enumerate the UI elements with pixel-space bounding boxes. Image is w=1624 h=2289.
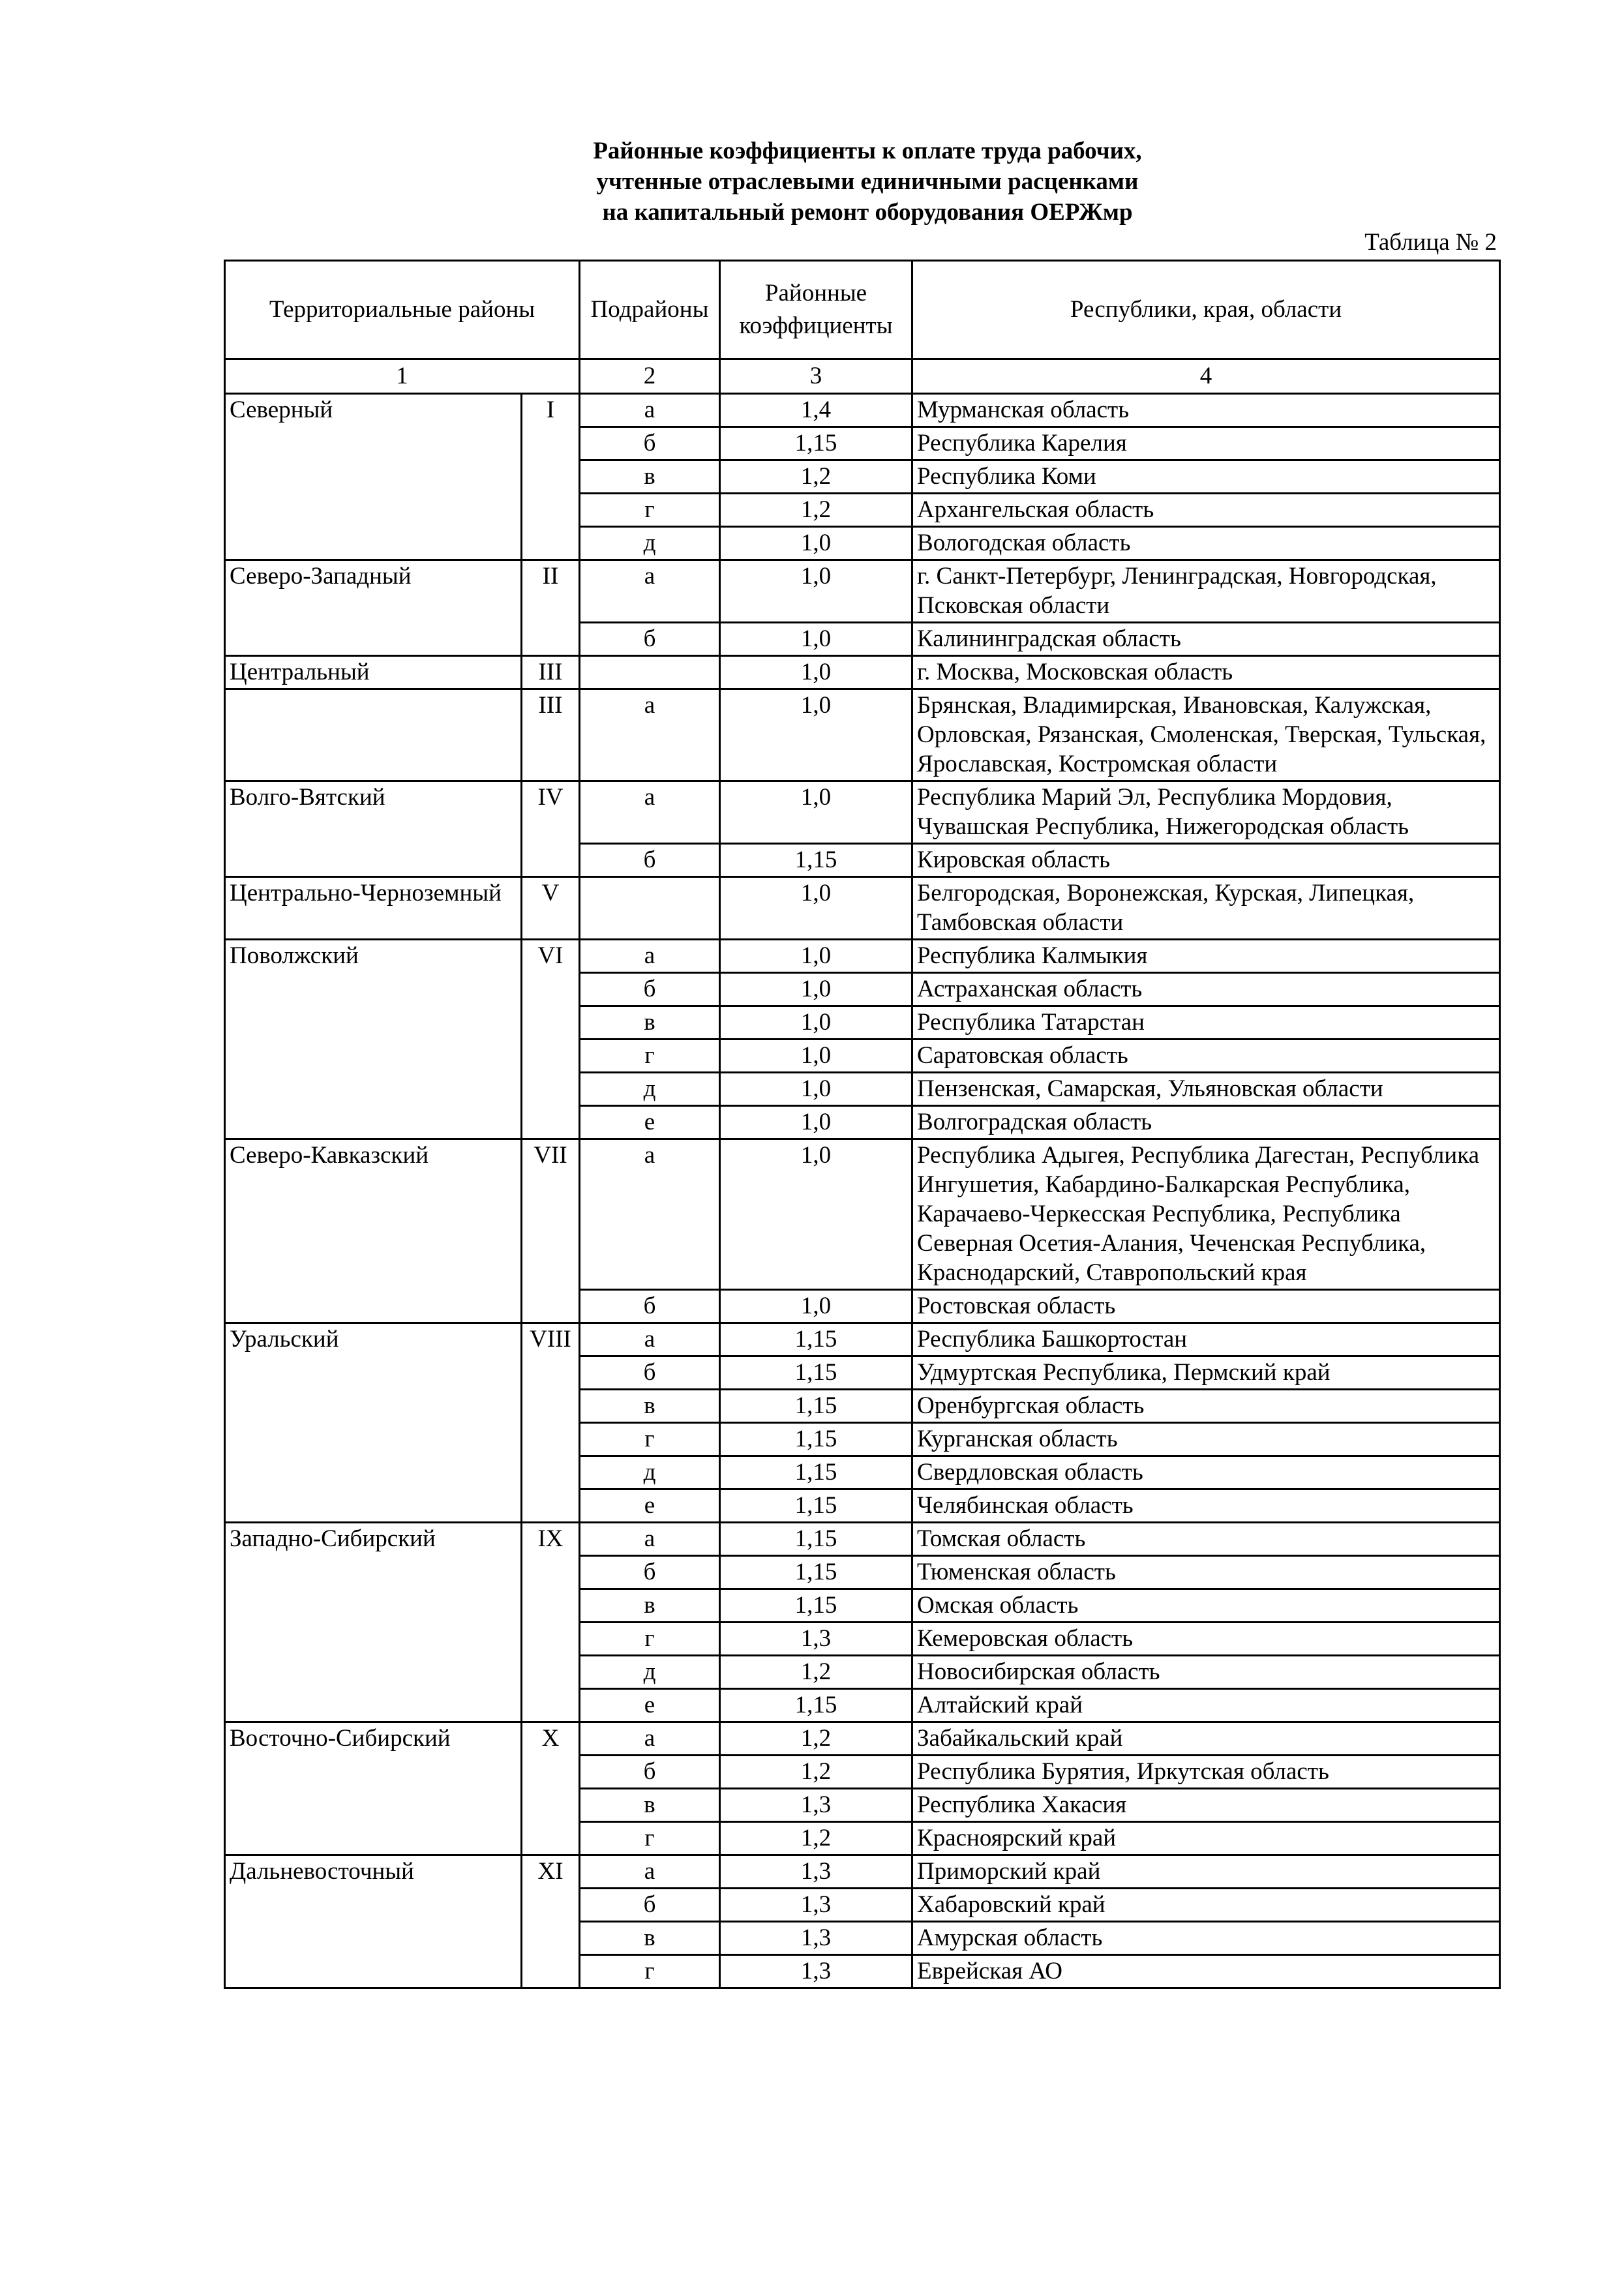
subdistrict-cell xyxy=(580,877,720,940)
subdistrict-cell: е xyxy=(580,1489,720,1523)
subdistrict-cell: г xyxy=(580,1623,720,1656)
table-row xyxy=(225,1722,1500,1756)
subdistrict-cell: а xyxy=(580,1323,720,1356)
table-row xyxy=(225,781,1500,844)
district-cell: Волго-Вятский xyxy=(225,781,522,877)
header-subdistricts: Подрайоны xyxy=(580,261,720,359)
subdistrict-cell: д xyxy=(580,1456,720,1489)
coefficient-cell: 1,0 xyxy=(720,689,912,781)
region-cell: Удмуртская Республика, Пермский край xyxy=(912,1356,1500,1390)
column-number: 4 xyxy=(912,359,1500,394)
district-cell: Северо-Кавказский xyxy=(225,1139,522,1323)
coefficient-cell: 1,0 xyxy=(720,527,912,560)
coefficient-cell: 1,15 xyxy=(720,1589,912,1623)
region-cell: Белгородская, Воронежская, Курская, Липецкая, Тамбовская области xyxy=(912,877,1500,940)
coefficient-cell: 1,0 xyxy=(720,877,912,940)
coefficient-cell: 1,15 xyxy=(720,1356,912,1390)
region-cell: Алтайский край xyxy=(912,1689,1500,1722)
district-cell: Западно-Сибирский xyxy=(225,1523,522,1722)
coefficient-cell: 1,0 xyxy=(720,781,912,844)
table-row xyxy=(225,689,1500,781)
coefficient-cell: 1,2 xyxy=(720,494,912,527)
subdistrict-cell: в xyxy=(580,460,720,494)
region-cell: Пензенская, Самарская, Ульяновская области xyxy=(912,1073,1500,1106)
subdistrict-cell: д xyxy=(580,1656,720,1689)
region-cell: Курганская область xyxy=(912,1423,1500,1456)
coefficient-cell: 1,0 xyxy=(720,623,912,656)
document-title xyxy=(222,136,1513,228)
table-row xyxy=(225,394,1500,427)
column-number: 1 xyxy=(225,359,580,394)
subdistrict-cell: а xyxy=(580,1855,720,1889)
district-cell: Северный xyxy=(225,394,522,560)
subdistrict-cell: а xyxy=(580,1722,720,1756)
region-cell: Республика Хакасия xyxy=(912,1789,1500,1822)
subdistrict-cell: г xyxy=(580,494,720,527)
district-cell: Поволжский xyxy=(225,940,522,1139)
title-line-3: на капитальный ремонт оборудования ОЕРЖмр xyxy=(602,199,1133,226)
table-row xyxy=(225,1139,1500,1290)
region-cell: Приморский край xyxy=(912,1855,1500,1889)
subdistrict-cell: в xyxy=(580,1390,720,1423)
coefficient-cell: 1,15 xyxy=(720,1323,912,1356)
region-cell: г. Санкт-Петербург, Ленинградская, Новгородская, Псковская области xyxy=(912,560,1500,623)
subdistrict-cell: г xyxy=(580,1822,720,1855)
table-row xyxy=(225,656,1500,689)
region-cell: Республика Башкортостан xyxy=(912,1323,1500,1356)
coefficient-cell: 1,2 xyxy=(720,1656,912,1689)
coefficient-cell: 1,3 xyxy=(720,1922,912,1955)
subdistrict-cell: б xyxy=(580,1889,720,1922)
coefficient-cell: 1,0 xyxy=(720,940,912,973)
subdistrict-cell: в xyxy=(580,1589,720,1623)
district-cell xyxy=(225,689,522,781)
header-regions: Республики, края, области xyxy=(912,261,1500,359)
region-cell: Еврейская АО xyxy=(912,1955,1500,1988)
region-cell: Республика Калмыкия xyxy=(912,940,1500,973)
region-cell: Оренбургская область xyxy=(912,1390,1500,1423)
district-roman-cell: VIII xyxy=(522,1323,580,1523)
region-cell: Тюменская область xyxy=(912,1556,1500,1589)
region-cell: Ростовская область xyxy=(912,1290,1500,1323)
coefficient-cell: 1,3 xyxy=(720,1889,912,1922)
region-cell: Кировская область xyxy=(912,844,1500,877)
coefficient-cell: 1,4 xyxy=(720,394,912,427)
district-roman-cell: IV xyxy=(522,781,580,877)
region-cell: Архангельская область xyxy=(912,494,1500,527)
subdistrict-cell: г xyxy=(580,1040,720,1073)
subdistrict-cell: а xyxy=(580,940,720,973)
subdistrict-cell: а xyxy=(580,1139,720,1290)
coefficient-cell: 1,0 xyxy=(720,1139,912,1290)
region-cell: Республика Марий Эл, Республика Мордовия, Чувашская Республика, Нижегородская область xyxy=(912,781,1500,844)
coefficient-cell: 1,3 xyxy=(720,1623,912,1656)
coefficient-cell: 1,15 xyxy=(720,1423,912,1456)
coefficient-cell: 1,3 xyxy=(720,1789,912,1822)
subdistrict-cell: д xyxy=(580,1073,720,1106)
region-cell: Мурманская область xyxy=(912,394,1500,427)
table-row xyxy=(225,560,1500,623)
coefficient-cell: 1,2 xyxy=(720,1722,912,1756)
region-cell: Томская область xyxy=(912,1523,1500,1556)
region-cell: Республика Карелия xyxy=(912,427,1500,460)
header-territorial-districts: Территориальные районы xyxy=(225,261,580,359)
subdistrict-cell: а xyxy=(580,781,720,844)
coefficient-cell: 1,0 xyxy=(720,973,912,1006)
region-cell: Республика Бурятия, Иркутская область xyxy=(912,1756,1500,1789)
region-cell: Саратовская область xyxy=(912,1040,1500,1073)
subdistrict-cell: б xyxy=(580,1556,720,1589)
district-roman-cell: XI xyxy=(522,1855,580,1988)
coefficients-table xyxy=(224,260,1501,1989)
region-cell: Астраханская область xyxy=(912,973,1500,1006)
district-roman-cell: VII xyxy=(522,1139,580,1323)
table-number: Таблица № 2 xyxy=(1364,229,1497,256)
coefficient-cell: 1,15 xyxy=(720,1390,912,1423)
table-row xyxy=(225,1855,1500,1889)
district-cell: Восточно-Сибирский xyxy=(225,1722,522,1855)
subdistrict-cell: е xyxy=(580,1106,720,1139)
coefficient-cell: 1,0 xyxy=(720,1006,912,1040)
coefficient-cell: 1,3 xyxy=(720,1955,912,1988)
coefficient-cell: 1,0 xyxy=(720,1290,912,1323)
region-cell: Калининградская область xyxy=(912,623,1500,656)
subdistrict-cell: б xyxy=(580,623,720,656)
district-cell: Центральный xyxy=(225,656,522,689)
header-coefficients: Районные коэффициенты xyxy=(720,261,912,359)
title-line-1: Районные коэффициенты к оплате труда рабочих, xyxy=(593,138,1142,164)
subdistrict-cell: а xyxy=(580,394,720,427)
subdistrict-cell: б xyxy=(580,973,720,1006)
region-cell: Хабаровский край xyxy=(912,1889,1500,1922)
table-row xyxy=(225,940,1500,973)
region-cell: Вологодская область xyxy=(912,527,1500,560)
coefficient-cell: 1,15 xyxy=(720,1556,912,1589)
subdistrict-cell: б xyxy=(580,1356,720,1390)
table-body xyxy=(225,394,1500,1988)
region-cell: Красноярский край xyxy=(912,1822,1500,1855)
table-row xyxy=(225,1323,1500,1356)
subdistrict-cell: д xyxy=(580,527,720,560)
region-cell: Забайкальский край xyxy=(912,1722,1500,1756)
region-cell: Республика Адыгея, Республика Дагестан, Республика Ингушетия, Кабардино-Балкарская Республика, Карачаево-Черкесская Республика, Республика Северная Осетия-Алания, Чеченская Республика, Краснодарский, Ставропольский края xyxy=(912,1139,1500,1290)
district-roman-cell: I xyxy=(522,394,580,560)
subdistrict-cell: г xyxy=(580,1955,720,1988)
subdistrict-cell: в xyxy=(580,1789,720,1822)
table-row xyxy=(225,1523,1500,1556)
district-roman-cell: III xyxy=(522,656,580,689)
subdistrict-cell: б xyxy=(580,1290,720,1323)
subdistrict-cell: б xyxy=(580,1756,720,1789)
coefficient-cell: 1,15 xyxy=(720,427,912,460)
region-cell: Кемеровская область xyxy=(912,1623,1500,1656)
district-roman-cell: X xyxy=(522,1722,580,1855)
subdistrict-cell: б xyxy=(580,427,720,460)
coefficient-cell: 1,3 xyxy=(720,1855,912,1889)
subdistrict-cell xyxy=(580,656,720,689)
region-cell: Брянская, Владимирская, Ивановская, Калужская, Орловская, Рязанская, Смоленская, Тверская, Тульская, Ярославская, Костромская области xyxy=(912,689,1500,781)
district-cell: Центрально-Черноземный xyxy=(225,877,522,940)
district-cell: Уральский xyxy=(225,1323,522,1523)
subdistrict-cell: а xyxy=(580,689,720,781)
coefficient-cell: 1,15 xyxy=(720,1456,912,1489)
subdistrict-cell: е xyxy=(580,1689,720,1722)
district-cell: Северо-Западный xyxy=(225,560,522,656)
district-roman-cell: V xyxy=(522,877,580,940)
coefficient-cell: 1,15 xyxy=(720,1489,912,1523)
subdistrict-cell: г xyxy=(580,1423,720,1456)
coefficient-cell: 1,0 xyxy=(720,1040,912,1073)
subdistrict-cell: а xyxy=(580,1523,720,1556)
district-roman-cell: III xyxy=(522,689,580,781)
region-cell: Амурская область xyxy=(912,1922,1500,1955)
coefficient-cell: 1,0 xyxy=(720,1073,912,1106)
district-cell: Дальневосточный xyxy=(225,1855,522,1988)
region-cell: Республика Татарстан xyxy=(912,1006,1500,1040)
coefficient-cell: 1,0 xyxy=(720,560,912,623)
table-header-row xyxy=(225,261,1500,359)
coefficient-cell: 1,0 xyxy=(720,1106,912,1139)
subdistrict-cell: б xyxy=(580,844,720,877)
column-number-row xyxy=(225,359,1500,394)
coefficient-cell: 1,15 xyxy=(720,1523,912,1556)
column-number: 3 xyxy=(720,359,912,394)
subdistrict-cell: а xyxy=(580,560,720,623)
coefficient-cell: 1,15 xyxy=(720,844,912,877)
coefficient-cell: 1,2 xyxy=(720,1822,912,1855)
coefficient-cell: 1,15 xyxy=(720,1689,912,1722)
table-row xyxy=(225,877,1500,940)
region-cell: Омская область xyxy=(912,1589,1500,1623)
title-line-2: учтенные отраслевыми единичными расценками xyxy=(596,168,1139,195)
coefficient-cell: 1,2 xyxy=(720,460,912,494)
district-roman-cell: IX xyxy=(522,1523,580,1722)
subdistrict-cell: в xyxy=(580,1006,720,1040)
region-cell: г. Москва, Московская область xyxy=(912,656,1500,689)
region-cell: Свердловская область xyxy=(912,1456,1500,1489)
district-roman-cell: II xyxy=(522,560,580,656)
region-cell: Новосибирская область xyxy=(912,1656,1500,1689)
subdistrict-cell: в xyxy=(580,1922,720,1955)
region-cell: Волгоградская область xyxy=(912,1106,1500,1139)
district-roman-cell: VI xyxy=(522,940,580,1139)
column-number: 2 xyxy=(580,359,720,394)
region-cell: Челябинская область xyxy=(912,1489,1500,1523)
region-cell: Республика Коми xyxy=(912,460,1500,494)
coefficient-cell: 1,0 xyxy=(720,656,912,689)
coefficient-cell: 1,2 xyxy=(720,1756,912,1789)
